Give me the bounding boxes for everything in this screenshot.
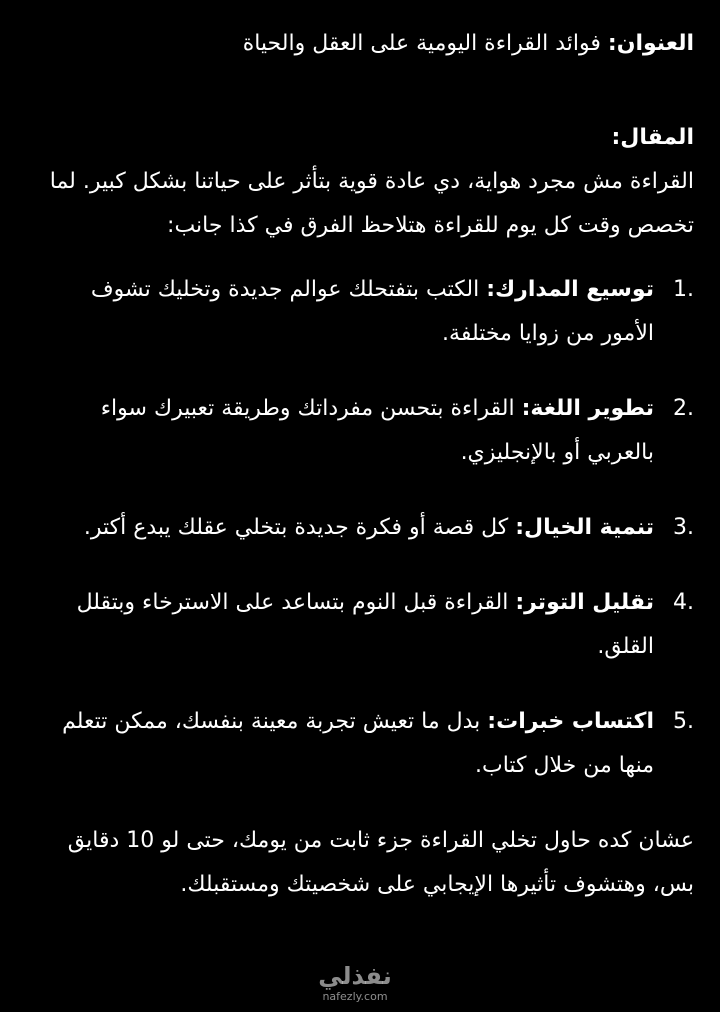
list-item-title: تقليل التوتر: xyxy=(515,590,654,615)
watermark-logo xyxy=(312,962,398,1010)
list-item-text: القراءة بتحسن مفرداتك وطريقة تعبيرك سواء بالعربي أو بالإنجليزي. xyxy=(100,396,654,465)
list-item-number: .2 xyxy=(673,396,694,421)
list-item xyxy=(34,506,694,550)
list-item-text: بدل ما تعيش تجربة معينة بنفسك، ممكن تتعلم منها من خلال كتاب. xyxy=(62,709,654,778)
list-item-number: .5 xyxy=(673,709,694,734)
list-item xyxy=(34,268,694,356)
list-item-title: اكتساب خبرات: xyxy=(487,709,654,734)
watermark-url: nafezly.com xyxy=(322,990,388,1003)
benefits-list xyxy=(34,268,694,788)
watermark-logo-text: نفذلي xyxy=(318,962,392,990)
article-label: المقال: xyxy=(611,125,694,150)
spacer xyxy=(34,66,694,116)
article-intro: القراءة مش مجرد هواية، دي عادة قوية بتأثر على حياتنا بشكل كبير. لما تخصص وقت كل يوم للقراءة هتلاحظ الفرق في كذا جانب: xyxy=(49,169,694,238)
title-label: العنوان: xyxy=(607,31,694,56)
closing-paragraph: عشان كده حاول تخلي القراءة جزء ثابت من يومك، حتى لو 10 دقايق بس، وهتشوف تأثيرها الإيجابي على شخصيتك ومستقبلك. xyxy=(67,828,694,897)
list-item-title: توسيع المدارك: xyxy=(486,277,654,302)
list-item-text: الكتب بتفتحلك عوالم جديدة وتخليك تشوف الأمور من زوايا مختلفة. xyxy=(90,277,654,346)
title-text: فوائد القراءة اليومية على العقل والحياة xyxy=(242,31,608,56)
list-item-text: القراءة قبل النوم بتساعد على الاسترخاء وبتقلل القلق. xyxy=(76,590,654,659)
list-item-text: كل قصة أو فكرة جديدة بتخلي عقلك يبدع أكتر. xyxy=(83,515,516,540)
title-line xyxy=(34,22,694,66)
list-item-title: تطوير اللغة: xyxy=(521,396,654,421)
list-item-number: .4 xyxy=(673,590,694,615)
list-item-number: .1 xyxy=(673,277,694,302)
list-item xyxy=(34,700,694,788)
list-item-title: تنمية الخيال: xyxy=(515,515,654,540)
document xyxy=(34,22,694,907)
list-item xyxy=(34,581,694,669)
list-item-number: .3 xyxy=(673,515,694,540)
list-item xyxy=(34,387,694,475)
